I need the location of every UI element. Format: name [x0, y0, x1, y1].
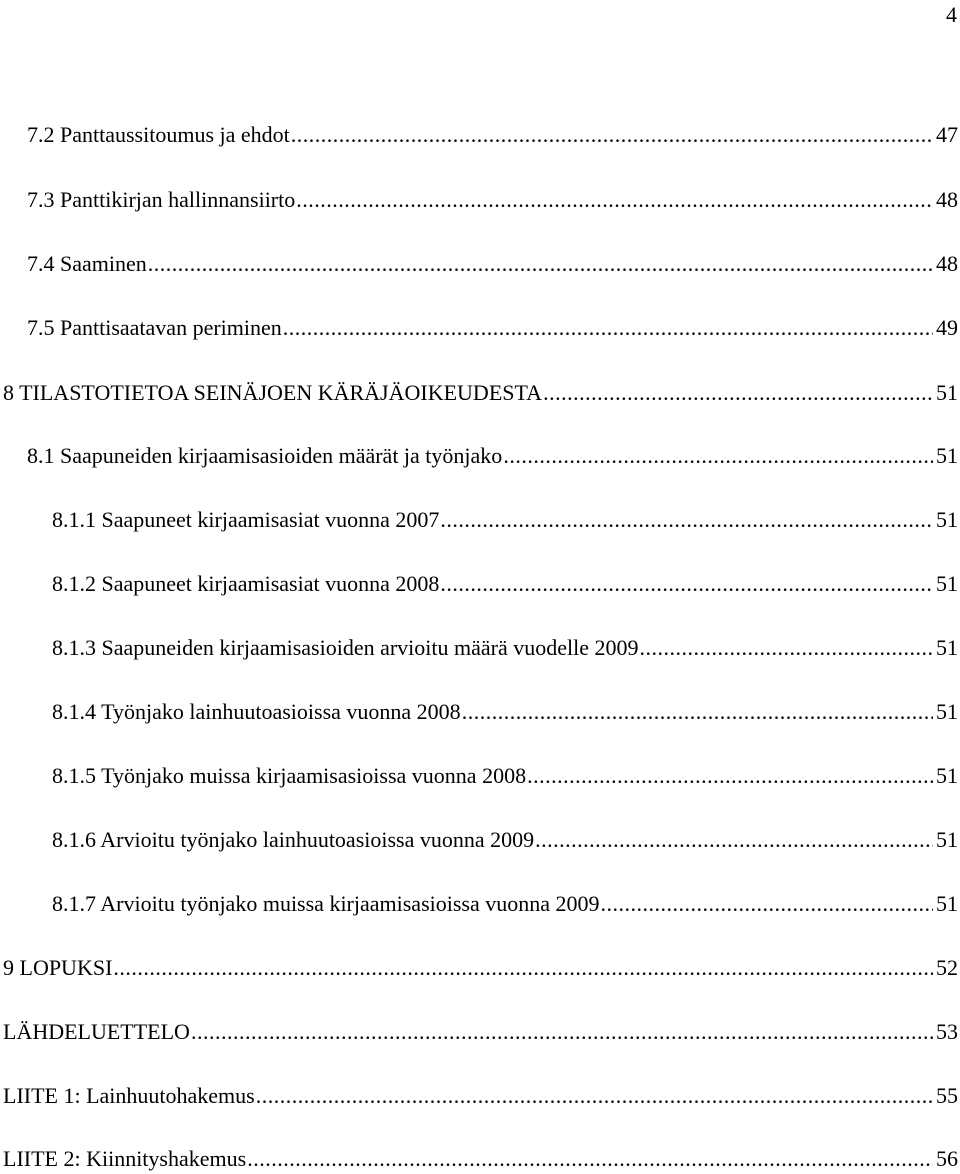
- toc-entry-page: 51: [936, 763, 958, 788]
- toc-entry-title: LÄHDELUETTELO: [3, 1019, 190, 1044]
- toc-entry[interactable]: [52, 697, 958, 727]
- toc-entry[interactable]: [27, 249, 958, 279]
- toc-dot-leader: [256, 1081, 933, 1111]
- toc-dot-leader: [148, 249, 933, 279]
- toc-entry-page: 51: [936, 507, 958, 532]
- toc-dot-leader: [191, 1017, 933, 1047]
- toc-entry-title: 8.1 Saapuneiden kirjaamisasioiden määrät ja työnjako: [27, 443, 503, 468]
- toc-dot-leader: [640, 633, 933, 663]
- toc-dot-leader: [291, 120, 933, 150]
- toc-entry[interactable]: [52, 889, 958, 919]
- toc-entry[interactable]: [3, 378, 958, 408]
- toc-entry-title: 8.1.5 Työnjako muissa kirjaamisasioissa vuonna 2008: [52, 763, 527, 788]
- toc-entry-page: 51: [936, 635, 958, 660]
- page-number: 4: [946, 2, 957, 27]
- toc-dot-leader: [296, 185, 933, 215]
- toc-entry-title: 7.2 Panttaussitoumus ja ehdot: [27, 122, 290, 147]
- toc-entry-page: 52: [936, 955, 958, 980]
- toc-entry[interactable]: [3, 1144, 958, 1174]
- toc-entry-page: 53: [936, 1019, 958, 1044]
- toc-dot-leader: [535, 825, 933, 855]
- toc-entry-page: 55: [936, 1083, 958, 1108]
- toc-entry-title: 8.1.4 Työnjako lainhuutoasioissa vuonna 2008: [52, 699, 461, 724]
- toc-entry[interactable]: [52, 569, 958, 599]
- toc-entry[interactable]: [3, 1081, 958, 1111]
- toc-dot-leader: [113, 953, 933, 983]
- toc-entry-page: 49: [936, 315, 958, 340]
- toc-dot-leader: [503, 441, 933, 471]
- toc-entry-page: 51: [936, 891, 958, 916]
- toc-entry[interactable]: [52, 505, 958, 535]
- toc-dot-leader: [462, 697, 933, 727]
- toc-entry-page: 51: [936, 443, 958, 468]
- toc-entry-page: 51: [936, 571, 958, 596]
- toc-entry[interactable]: [52, 633, 958, 663]
- toc-entry-title: LIITE 1: Lainhuutohakemus: [3, 1083, 255, 1108]
- toc-dot-leader: [440, 505, 933, 535]
- toc-entry-title: 7.3 Panttikirjan hallinnansiirto: [27, 187, 296, 212]
- toc-entry[interactable]: [3, 953, 958, 983]
- toc-entry-page: 51: [936, 380, 958, 405]
- toc-dot-leader: [283, 313, 933, 343]
- toc-entry-title: 8.1.2 Saapuneet kirjaamisasiat vuonna 2008: [52, 571, 440, 596]
- toc-entry-title: 9 LOPUKSI: [3, 955, 113, 980]
- toc-entry-title: 8.1.1 Saapuneet kirjaamisasiat vuonna 2007: [52, 507, 440, 532]
- toc-entry-page: 48: [936, 187, 958, 212]
- toc-entry[interactable]: [27, 120, 958, 150]
- toc-entry-title: 8.1.6 Arvioitu työnjako lainhuutoasioissa vuonna 2009: [52, 827, 535, 852]
- toc-dot-leader: [440, 569, 933, 599]
- toc-entry-page: 51: [936, 827, 958, 852]
- toc-dot-leader: [527, 761, 933, 791]
- toc-entry-title: 7.4 Saaminen: [27, 251, 147, 276]
- toc-entry-title: LIITE 2: Kiinnityshakemus: [3, 1146, 247, 1171]
- toc-dot-leader: [601, 889, 933, 919]
- toc-entry-title: 8.1.7 Arvioitu työnjako muissa kirjaamisasioissa vuonna 2009: [52, 891, 600, 916]
- toc-dot-leader: [543, 378, 933, 408]
- toc-entry[interactable]: [52, 825, 958, 855]
- toc-entry-page: 48: [936, 251, 958, 276]
- toc-entry-page: 51: [936, 699, 958, 724]
- toc-entry-title: 7.5 Panttisaatavan periminen: [27, 315, 282, 340]
- toc-entry[interactable]: [52, 761, 958, 791]
- toc-entry[interactable]: [27, 313, 958, 343]
- toc-entry-page: 47: [936, 122, 958, 147]
- toc-entry[interactable]: [3, 1017, 958, 1047]
- toc-entry[interactable]: [27, 441, 958, 471]
- toc-entry-title: 8.1.3 Saapuneiden kirjaamisasioiden arvioitu määrä vuodelle 2009: [52, 635, 639, 660]
- toc-entry-page: 56: [936, 1146, 958, 1171]
- toc-entry[interactable]: [27, 185, 958, 215]
- toc-entry-title: 8 TILASTOTIETOA SEINÄJOEN KÄRÄJÄOIKEUDESTA: [3, 380, 543, 405]
- toc-dot-leader: [247, 1144, 933, 1174]
